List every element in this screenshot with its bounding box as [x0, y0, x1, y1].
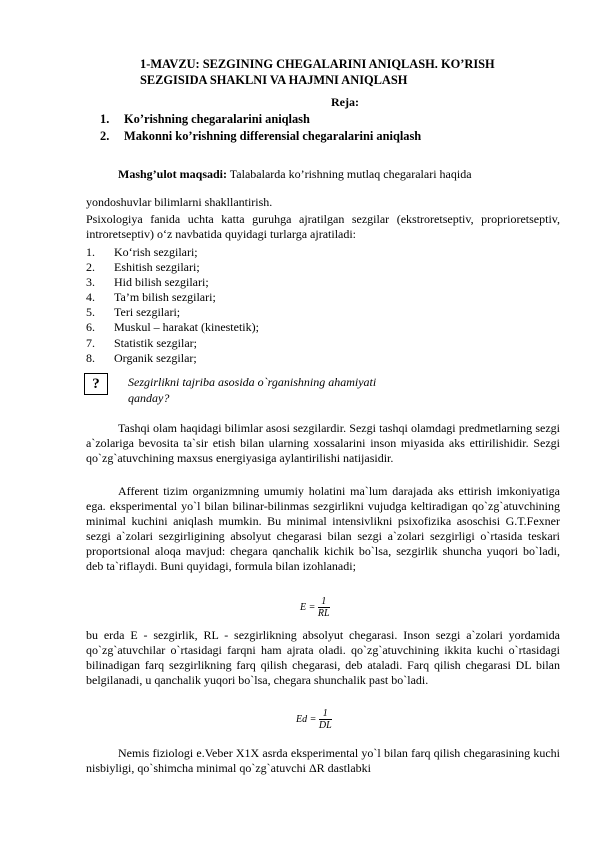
formula-fraction: [319, 708, 332, 731]
list-item-number: 5.: [86, 305, 95, 320]
plan-item: [100, 112, 310, 127]
goal-text: Talabalarda ko’rishning mutlaq chegaralari haqida: [227, 167, 472, 181]
list-item: [86, 320, 259, 335]
lesson-title: [140, 56, 580, 88]
list-item-text: Eshitish sezgilari;: [114, 260, 200, 275]
formula-sensitivity: [300, 596, 330, 619]
list-item-number: 6.: [86, 320, 95, 335]
list-item: [86, 245, 259, 260]
formula-difference-sensitivity: [296, 708, 332, 731]
formula-numerator: 1: [319, 708, 332, 720]
plan-item: [100, 129, 421, 144]
list-item-text: Hid bilish sezgilari;: [114, 275, 209, 290]
plan-heading: Reja:: [331, 95, 359, 109]
question-line-1: Sezgirlikni tajriba asosida o`rganishning ahamiyati: [128, 375, 377, 389]
list-item-text: Ko‘rish sezgilari;: [114, 245, 198, 259]
paragraph-1: Tashqi olam haqidagi bilimlar asosi sezgilardir. Sezgi tashqi olamdagi predmetlarning sezgi a`zolariga bevosita ta`sir etish bilan ularning xossalarini inson miyasida aks ettirilishidir. Sezgi qo`zg`atuvchining maxsus energiyasiga aylantirilishi natijasidir.: [86, 421, 560, 465]
list-item-number: 8.: [86, 350, 95, 365]
list-item-text: Statistik sezgilar;: [114, 335, 197, 350]
list-item-text: Organik sezgilar;: [114, 350, 197, 365]
list-item: [86, 260, 259, 275]
formula-denominator: DL: [318, 720, 332, 731]
goal-paragraph: [86, 160, 560, 216]
formula-equals: =: [309, 713, 317, 725]
senses-list: [86, 245, 259, 366]
plan-item-number: 1.: [100, 112, 110, 126]
goal-label: Mashg’ulot maqsadi:: [118, 167, 228, 181]
list-item: [86, 305, 259, 320]
formula-fraction: [318, 596, 330, 619]
paragraph-2: Afferent tizim organizmning umumiy holatini ma`lum darajada aks ettirish imkoniyatiga ega. eksperimental yo`l bilan bilinar-bilinmas sezgirlikni vujudga keltiradigan qo`zg`atuvchining minimal kuchini aniqlash mumkin. Bu minimal intensivlikni psixofizika asoschisi G.T.Fexner sezgi a`zolari sezgirligining absolyut chegarasi bilan sezgi a`zolari sezgirligi o`rtasida teskari proportsional aloqa mavjud: chegara qanchalik kichik bo`lsa, sezgirlik shuncha yuqori bo`ladi, deb ta`riflaydi. Buni quyidagi, formula bilan izohlanadi;: [86, 484, 560, 573]
list-item: [86, 290, 259, 305]
question-line-2: qanday?: [128, 391, 170, 405]
question-mark-box: ?: [84, 373, 108, 395]
paragraph-3: bu erda E - sezgirlik, RL - sezgirlikning absolyut chegarasi. Inson sezgi a`zolari yordamida qo`zg`atuvchilar o`rtasidagi farqni ham ajrata oladi. qo`zg`atuvchining ikkita kuchi o`rtasidagi bilinadigan farq sezgirlikning farq qilish chegarasi, deb ataladi. Farq qilish chegarasi DL bilan belgilanadi, u qanchalik yuqori bo`lsa, chegara shunchalik past bo`ladi.: [86, 628, 560, 687]
list-item-number: 1.: [86, 245, 95, 259]
paragraph-4: Nemis fiziologi e.Veber X1X asrda eksperimental yo`l bilan farq qilish chegarasining kuchi nisbiyligi, qo`shimcha minimal qo`zg`atuvchi ΔR dastlabki: [86, 746, 560, 775]
formula-lhs: Ed: [296, 713, 308, 725]
formula-denominator: RL: [317, 608, 330, 619]
formula-lhs: E: [300, 601, 307, 613]
list-item-text: Ta’m bilish sezgilari;: [114, 290, 216, 305]
lesson-title-line-1: 1-MAVZU: SEZGINING CHEGALARINI ANIQLASH. KO’RISH: [140, 57, 495, 71]
goal-text-line-2: yondoshuvlar bilimlarni shakllantirish.: [86, 195, 273, 209]
list-item-text: Muskul – harakat (kinestetik);: [114, 320, 259, 335]
list-item-number: 4.: [86, 290, 95, 305]
list-item: [86, 336, 259, 351]
list-item: [86, 275, 259, 290]
list-item-number: 7.: [86, 335, 95, 350]
plan-item-text: Ko’rishning chegaralarini aniqlash: [124, 112, 310, 126]
question-text: [128, 374, 376, 406]
formula-equals: =: [308, 601, 316, 613]
list-item: [86, 351, 259, 366]
formula-numerator: 1: [318, 596, 330, 608]
list-item-number: 3.: [86, 275, 95, 290]
intro-paragraph: Psixologiya fanida uchta katta guruhga ajratilgan sezgilar (ekstroretseptiv, proprioretseptiv, introretseptiv) o‘z navbatida quyidagi turlarga ajratiladi:: [86, 212, 560, 241]
list-item-number: 2.: [86, 260, 95, 275]
plan-item-number: 2.: [100, 129, 110, 143]
plan-item-text: Makonni ko’rishning differensial chegaralarini aniqlash: [124, 129, 422, 143]
list-item-text: Teri sezgilari;: [114, 305, 181, 320]
lesson-title-line-2: SEZGISIDA SHAKLNI VA HAJMNI ANIQLASH: [140, 73, 408, 87]
